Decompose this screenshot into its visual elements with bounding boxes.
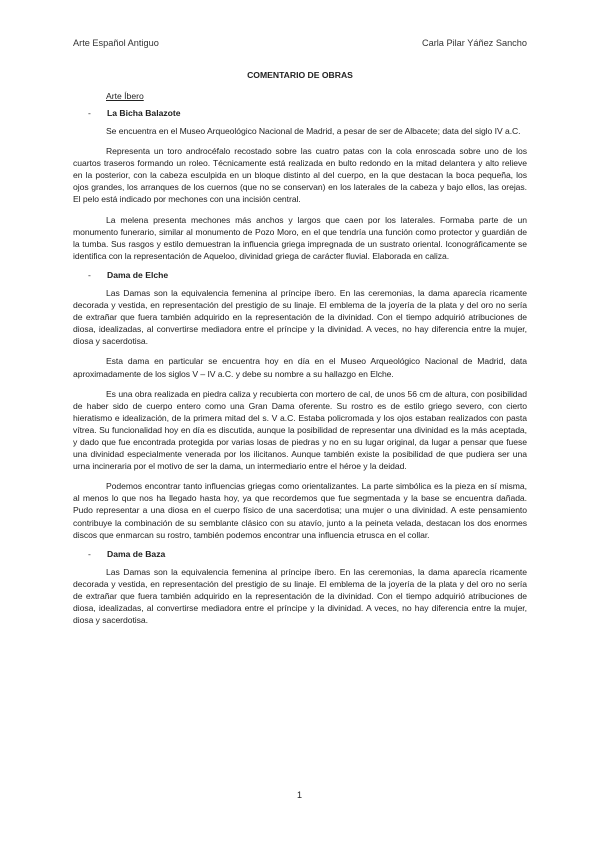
paragraph: Podemos encontrar tanto influencias griegas como orientalizantes. La parte simbólica es la pieza en sí misma, al menos lo que nos ha llegado hasta hoy, ya que recordemos que fue segmentada y la base se encuentra dañada. Pudo representar a una diosa en el cuerpo físico de una sacerdotisa; una mujer o una divinidad. A este pensamiento contribuye la combinación de su semblante clásico con su atavío, junto a la peineta velada, destacan los dos enormes discos que enmarcan su rostro, también podemos encontrar una influencia etrusca en el collar. — [73, 481, 527, 540]
paragraph: Esta dama en particular se encuentra hoy en día en el Museo Arqueológico Nacional de Madrid, data aproximadamente de los siglos V – IV a.C. y debe su nombre a su hallazgo en Elche. — [73, 356, 527, 379]
document-body — [73, 70, 527, 634]
item-heading-label: Dama de Baza — [107, 548, 166, 559]
paragraph: Se encuentra en el Museo Arqueológico Nacional de Madrid, a pesar de ser de Albacete; data del siglo IV a.C. — [106, 126, 521, 136]
paragraph: Las Damas son la equivalencia femenina al príncipe íbero. En las ceremonias, la dama aparecía ricamente decorada y vestida, en representación del prestigio de su linaje. El emblema de la joyería de la plata y del oro no sería de extrañar que fuera también adquirido en la representación de la divinidad. Con el tiempo adquirió atribuciones de diosa, idealizadas, al convertirse mediadora entre el príncipe y la divinidad. A veces, no hay diferencia entre la mujer, diosa y sacerdotisa. — [73, 287, 527, 347]
page-number: 1 — [296, 790, 302, 800]
item-heading-label: Dama de Elche — [107, 269, 169, 280]
header-course: Arte Español Antiguo — [73, 38, 159, 48]
document-title: COMENTARIO DE OBRAS — [247, 70, 353, 80]
paragraph: Representa un toro androcéfalo recostado sobre las cuatro patas con la cola enroscada sobre uno de los cuartos traseros formando un roleo. Técnicamente está realizada en bulto redondo en la mitad delantera y alto relieve en la posterior, con la cabeza esculpida en un bloque distinto al del cuerpo, en la que destacan la boca pequeña, los ojos grandes, los arranques de los cuernos (que no se conservan) en los laterales de la cabeza y bajo ellos, las orejas. El pelo está indicado por mechones con una incisión central. — [73, 146, 527, 205]
item-heading-bicha — [88, 108, 527, 118]
item-heading-baza — [88, 549, 527, 559]
item-heading-elche — [88, 270, 527, 280]
list-dash: - — [88, 548, 91, 559]
item-heading-label: La Bicha Balazote — [107, 108, 181, 118]
paragraph: Es una obra realizada en piedra caliza y recubierta con mortero de cal, de unos 56 cm de altura, con posibilidad de haber sido de cuerpo entero como una Gran Dama oferente. Su rostro es de estilo griego severo, con cierto hieratismo e idealización, de la primera mitad del s. V a.C. Estaba policromada y los ojos estaban realizados con pasta vítrea. Su funcionalidad hoy en día es discutida, aunque la posibilidad de representar una divinidad es la más aceptada, y dado que fue encontrada protegida por varias losas de piedras y no en su lugar original, da lugar a pensar que fuese una divinidad especialmente venerada por los ilicitanos. Aunque también existe la posibilidad de que pudiera ser una urna incineraria por el motivo de ser la dama, un intermediario entre el héroe y la deidad. — [73, 388, 527, 472]
header-author: Carla Pilar Yáñez Sancho — [421, 38, 527, 48]
paragraph: La melena presenta mechones más anchos y largos que caen por los laterales. Formaba parte de un monumento funerario, similar al monumento de Pozo Moro, en el que tendría una función como protector y guardián de la tumba. Sus rasgos y estilo demuestran la influencia griega impregnada de un sustrato oriental. Iconográficamente se identifica con la representación de Aqueloo, divinidad griega de carácter fluvial. Elaborada en caliza. — [73, 214, 527, 261]
section-heading: Arte Íbero — [106, 91, 144, 101]
list-dash: - — [88, 269, 91, 280]
list-dash: - — [88, 108, 91, 118]
paragraph: Las Damas son la equivalencia femenina al príncipe íbero. En las ceremonias, la dama aparecía ricamente decorada y vestida, en representación del prestigio de su linaje. El emblema de la joyería de la plata y del oro no sería de extrañar que fuera también adquirido en la representación de la divinidad. Con el tiempo adquirió atribuciones de diosa, idealizadas, al convertirse mediadora entre el príncipe y la divinidad. A veces, no hay diferencia entre la mujer, diosa y sacerdotisa. — [73, 566, 527, 626]
